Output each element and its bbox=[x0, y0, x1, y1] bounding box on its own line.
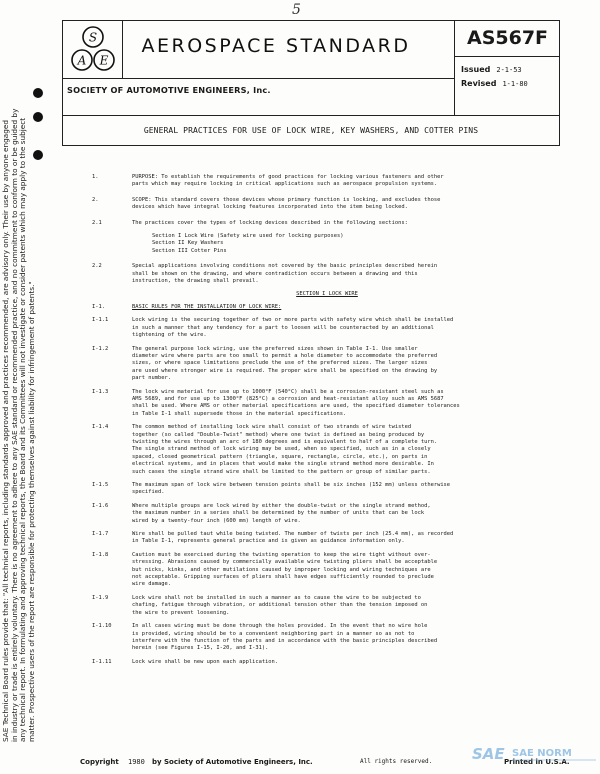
paragraph-number: I-1.9 bbox=[92, 594, 109, 601]
paragraph-number: I-1.4 bbox=[92, 424, 109, 431]
text-line: shall be used. Where AMS or other material specifications are used, the specified diameter tolerances bbox=[132, 403, 460, 410]
text-line: The maximum span of lock wire between tension points shall be six inches (152 mm) unless otherwise bbox=[132, 482, 451, 488]
text-line: but nicks, kinks, and other mutilations caused by improper locking and wiring techniques are bbox=[132, 566, 431, 573]
sae-logo bbox=[63, 21, 123, 79]
text-line: Lock wiring is the securing together of two or more parts with safety wire which shall be installed bbox=[132, 317, 454, 324]
text-line: wire damage. bbox=[132, 581, 171, 588]
side-notice-line: SAE Technical Board rules provide that: "All technical reports, including standards approved and practices recommended, are advisory only. Their use by anyone engaged bbox=[1, 119, 10, 742]
doc-info-panel bbox=[454, 21, 559, 115]
text-line: Lock wire shall be new upon each application. bbox=[132, 658, 279, 665]
paragraph-number: I-1.10 bbox=[92, 623, 112, 630]
text-line: SCOPE: This standard covers those devices whose primary function is locking, and excludes those bbox=[132, 196, 441, 203]
header bbox=[62, 20, 560, 116]
section-list bbox=[92, 233, 562, 255]
text-line: The practices cover the types of locking devices described in the following sections: bbox=[132, 219, 408, 226]
text-line: twisting the wires through an arc of 180 degrees and is equivalent to half of a complete turn. bbox=[132, 438, 438, 445]
subsection-heading: BASIC RULES FOR THE INSTALLATION OF LOCK WIRE: bbox=[132, 303, 282, 310]
paragraph-i-1-9 bbox=[92, 595, 562, 617]
sae-logo-icon bbox=[71, 25, 115, 75]
text-line: Where multiple groups are lock wired by either the double-twist or the single strand method, bbox=[132, 502, 431, 509]
text-line: Lock wire shall not be installed in such a manner as to cause the wire to be subjected to bbox=[132, 594, 421, 601]
text-line: specified. bbox=[132, 489, 165, 496]
text-line: Wire shall be pulled taut while being twisted. The number of twists per inch (25.4 mm), as recorded bbox=[132, 531, 454, 538]
text-line: shall be shown on the drawing, and where contradiction occurs between a drawing and this bbox=[132, 270, 418, 277]
printed-in: Printed in U.S.A. bbox=[504, 758, 570, 766]
paragraph-2-1 bbox=[92, 220, 562, 227]
svg-text:SAE: SAE bbox=[472, 745, 505, 763]
paragraph-number: 2.2 bbox=[92, 263, 102, 270]
paragraph-i-1-7 bbox=[92, 531, 562, 546]
paragraph-number: 1. bbox=[92, 174, 99, 180]
text-line: is provided, wiring should be to a convenient neighboring part in a manner so as not to bbox=[132, 630, 415, 637]
revised-value: 1-1-80 bbox=[502, 80, 528, 88]
text-line: parts which may require locking in critical applications such as aerospace propulsion systems. bbox=[132, 181, 438, 188]
text-line: instruction, the drawing shall prevail. bbox=[132, 278, 259, 285]
svg-text:A: A bbox=[77, 53, 87, 68]
text-line: devices which have integral locking features incorporated into the item being locked. bbox=[132, 204, 408, 211]
paragraph-i-1 bbox=[92, 304, 562, 311]
section-list-item: Section II Key Washers bbox=[152, 240, 224, 247]
text-line: stressing. Abrasions caused by commercially available wire twisting pliers shall be acceptable bbox=[132, 559, 438, 566]
paragraph-i-1-6 bbox=[92, 503, 562, 525]
text-line: AMS 5689, and for use up to 1300°F (825°C) a corrosion and heat-resistant alloy such as AMS 5687 bbox=[132, 395, 444, 402]
paragraph-i-1-8 bbox=[92, 552, 562, 589]
paragraph-number: I-1.6 bbox=[92, 502, 109, 509]
society-name: SOCIETY OF AUTOMOTIVE ENGINEERS, Inc. bbox=[67, 85, 271, 95]
handwritten-mark: 5 bbox=[292, 2, 301, 18]
copyright-year: 1980 bbox=[128, 758, 145, 766]
copyright-society: by Society of Automotive Engineers, Inc. bbox=[152, 758, 313, 766]
divider bbox=[123, 78, 455, 79]
punch-hole bbox=[33, 112, 43, 122]
text-line: PURPOSE: To establish the requirements of good practices for locking various fasteners and other bbox=[132, 174, 444, 180]
paragraph-2-2 bbox=[92, 263, 562, 285]
paragraph-i-1-3 bbox=[92, 389, 562, 419]
text-line: electrical systems, and in places that would make the single strand method more desirable. In bbox=[132, 461, 434, 468]
issued-value: 2-1-53 bbox=[496, 66, 522, 74]
side-notice-line: in industry or trade is entirely voluntary. There is no agreement to adhere to any SAE standard or recommended practice, and no commitment to conform to or be guided by bbox=[9, 108, 19, 742]
standard-title: AEROSPACE STANDARD bbox=[141, 35, 411, 57]
text-line: The general purpose lock wiring, use the preferred sizes shown in Table I-1. Use smaller bbox=[132, 345, 418, 352]
svg-text:E: E bbox=[99, 53, 109, 68]
section-list-item: Section III Cotter Pins bbox=[152, 247, 227, 254]
document-title: GENERAL PRACTICES FOR USE OF LOCK WIRE, KEY WASHERS, AND COTTER PINS bbox=[62, 116, 560, 146]
rights-reserved: All rights reserved. bbox=[360, 758, 433, 765]
text-line: herein (see Figures I-15, I-20, and I-31). bbox=[132, 645, 269, 652]
paragraph-i-1-5 bbox=[92, 482, 562, 497]
text-line: interfere with the function of the parts and in accordance with the basic principles described bbox=[132, 637, 438, 644]
copyright-label: Copyright bbox=[80, 758, 119, 766]
revised-label: Revised bbox=[461, 79, 497, 88]
paragraph-number: I-1.5 bbox=[92, 482, 109, 488]
side-notice-line: matter. Prospective users of the report are responsible for protecting themselves against liability for infringement of patents." bbox=[27, 281, 37, 742]
text-line: tightening of the wire. bbox=[132, 332, 207, 339]
text-line: chafing, fatigue through vibration, or additional tension other than the tension imposed on bbox=[132, 602, 428, 609]
paragraph-number: I-1.3 bbox=[92, 388, 109, 395]
paragraph-number: I-1. bbox=[92, 303, 105, 310]
issued-label: Issued bbox=[461, 65, 491, 74]
paragraph-number: I-1.8 bbox=[92, 551, 109, 558]
section-heading: SECTION I LOCK WIRE bbox=[296, 291, 358, 298]
side-notice-line: any technical report. In formulating and approving technical reports, the Board and its Committees will not investigate or consider patents which may apply to the subject bbox=[18, 117, 28, 742]
text-line: The common method of installing lock wire shall consist of two strands of wire twisted bbox=[132, 424, 412, 431]
doc-number: AS567F bbox=[455, 21, 560, 57]
sae-norm-watermark bbox=[470, 742, 600, 766]
punch-hole bbox=[33, 150, 43, 160]
text-line: in Table I-1 shall supersede those in the material specifications. bbox=[132, 410, 347, 417]
paragraph-number: I-1.11 bbox=[92, 658, 112, 665]
paragraph-i-1-4 bbox=[92, 424, 562, 476]
paragraph-i-1-10 bbox=[92, 623, 562, 653]
svg-text:S: S bbox=[88, 30, 98, 45]
text-line: In all cases wiring must be done through the holes provided. In the event that no wire hole bbox=[132, 623, 428, 630]
text-line: together (so called "Double-Twist" method) where one twist is defined as being produced by bbox=[132, 431, 425, 438]
paragraph-i-1-11 bbox=[92, 659, 562, 666]
punch-holes bbox=[33, 88, 43, 174]
paragraph-number: 2. bbox=[92, 196, 99, 203]
paragraph-1 bbox=[92, 174, 562, 189]
paragraph-number: I-1.1 bbox=[92, 317, 109, 324]
section-list-item: Section I Lock Wire (Safety wire used for locking purposes) bbox=[152, 233, 344, 240]
text-line: Special applications involving conditions not covered by the basic principles described herein bbox=[132, 263, 438, 270]
paragraph-i-1-2 bbox=[92, 346, 562, 383]
text-line: the maximum number in a series shall be determined by the number of units that can be lock bbox=[132, 510, 425, 517]
text-line: such cases the single strand wire shall be limited to the pattern or group of similar parts. bbox=[132, 468, 431, 475]
text-line: in Table I-1, represents general practice and is given as guidance information only. bbox=[132, 538, 405, 545]
paragraph-i-1-1 bbox=[92, 317, 562, 339]
svg-text:SAE NORM: SAE NORM bbox=[512, 748, 572, 759]
revised-date bbox=[461, 79, 528, 88]
text-line: diameter wire where parts are too small to permit a hole diameter to accommodate the preferred bbox=[132, 352, 438, 359]
text-line: The single strand method of lock wiring may be used, when so specified, such as in a closely bbox=[132, 446, 431, 453]
paragraph-number: I-1.7 bbox=[92, 531, 109, 538]
text-line: part number. bbox=[132, 375, 171, 382]
text-line: spaced, closed geometrical pattern (triangle, square, rectangle, circle, etc.), on parts in bbox=[132, 453, 428, 460]
text-line: the wire to prevent loosening. bbox=[132, 609, 230, 616]
text-line: wired by a twenty-four inch (600 mm) length of wire. bbox=[132, 517, 301, 524]
issued-date bbox=[461, 65, 522, 74]
text-line: in such a manner that any tendency for a part to loosen will be counteracted by an additional bbox=[132, 324, 434, 331]
paragraph-2 bbox=[92, 197, 562, 212]
text-line: are used where stronger wire is required. The proper wire shall be specified on the drawing by bbox=[132, 367, 438, 374]
punch-hole bbox=[33, 88, 43, 98]
text-line: Caution must be exercised during the twisting operation to keep the wire tight without over- bbox=[132, 551, 431, 558]
paragraph-number: I-1.2 bbox=[92, 345, 109, 352]
text-line: The lock wire material for use up to 1000°F (540°C) shall be a corrosion-resistant steel such as bbox=[132, 388, 444, 395]
text-line: sizes, or where space limitations preclude the use of the preferred sizes. The larger sizes bbox=[132, 360, 428, 367]
document-body bbox=[92, 174, 562, 666]
paragraph-number: 2.1 bbox=[92, 219, 102, 226]
text-line: not acceptable. Gripping surfaces of pliers shall have edges sufficiently rounded to preclude bbox=[132, 574, 434, 581]
